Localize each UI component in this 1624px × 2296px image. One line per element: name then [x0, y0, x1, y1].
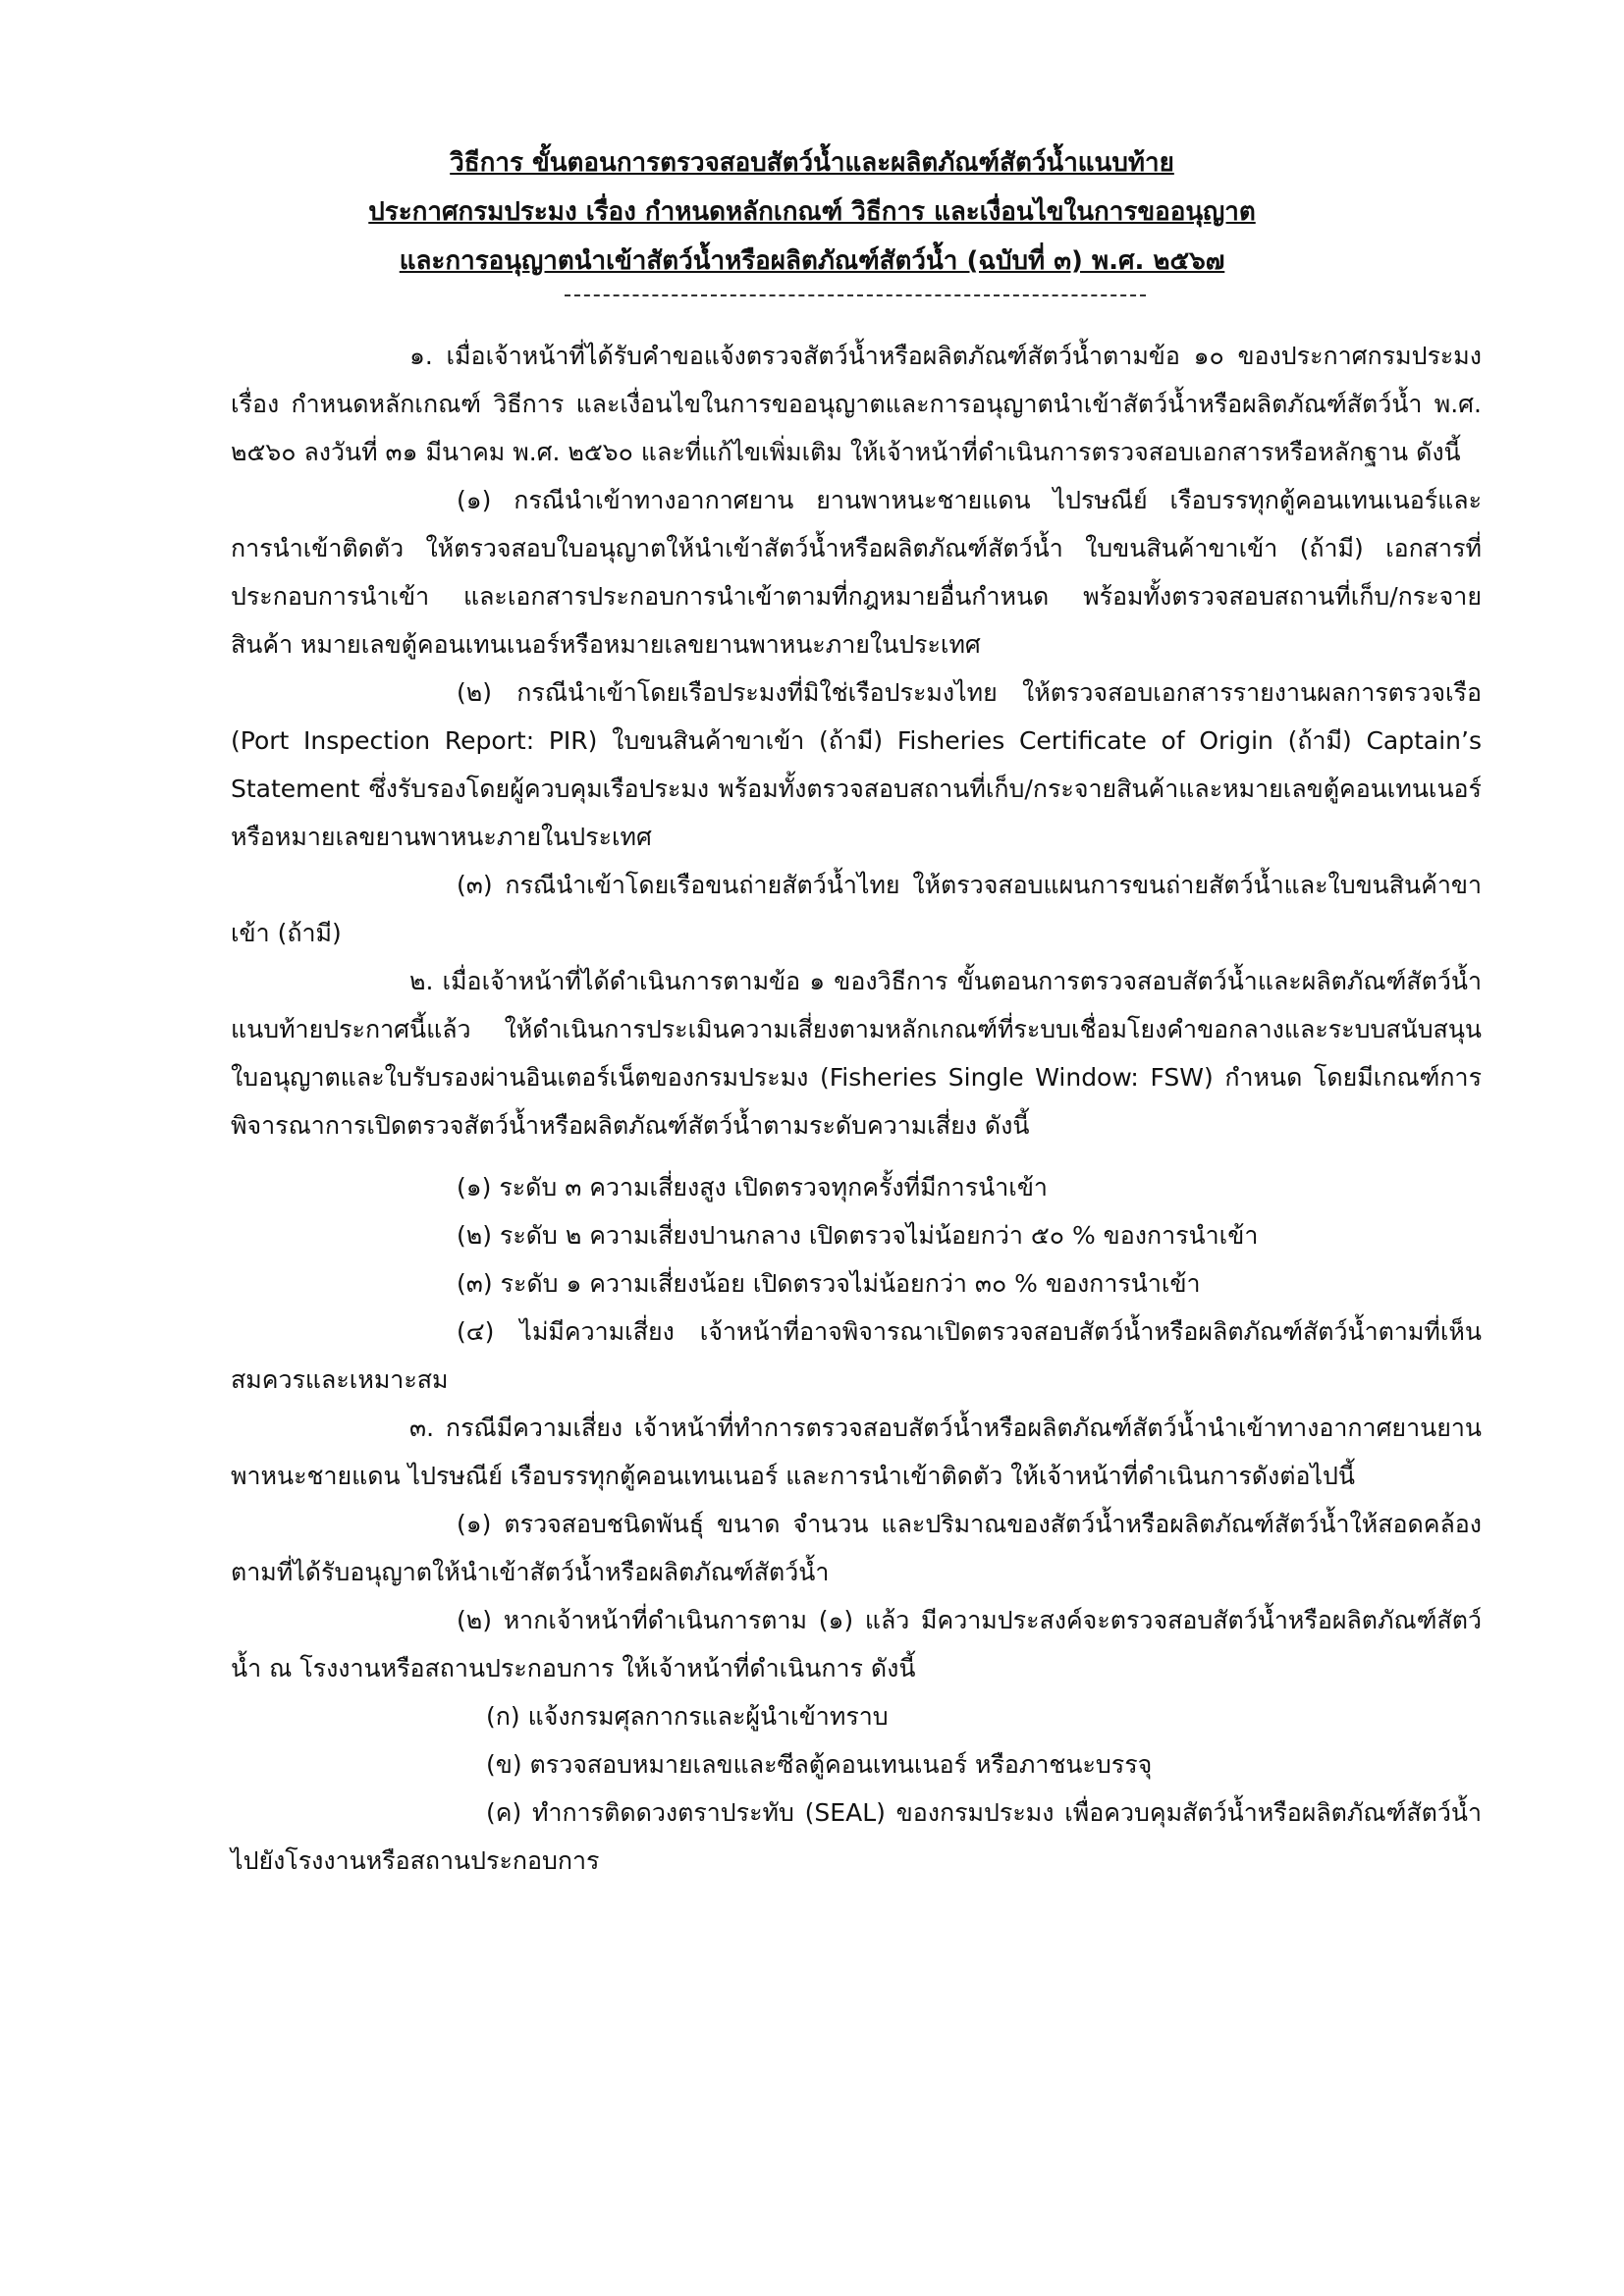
section-3-item-2-sub-a: (ก) แจ้งกรมศุลกากรและผู้นำเข้าทราบ [486, 1702, 889, 1731]
risk-level-1-item: (๓) ระดับ ๑ ความเสี่ยงน้อย เปิดตรวจไม่น้อยกว่า ๓๐ % ของการนำเข้า [457, 1269, 1201, 1298]
section-3-item-2-sub-b: (ข) ตรวจสอบหมายเลขและซีลตู้คอนเทนเนอร์ หรือภาชนะบรรจุ [486, 1750, 1153, 1779]
section-3-paragraph: ๓. กรณีมีความเสี่ยง เจ้าหน้าที่ทำการตรวจสอบสัตว์น้ำหรือผลิตภัณฑ์สัตว์น้ำนำเข้าทางอากาศยานยานพาหนะชายแดน ไปรษณีย์ เรือบรรทุกตู้คอนเทนเนอร์ และการนำเข้าติดตัว ให้เจ้าหน้าที่ดำเนินการดังต่อไปนี้ [231, 1414, 1482, 1490]
section-1-paragraph: ๑. เมื่อเจ้าหน้าที่ได้รับคำขอแจ้งตรวจสัตว์น้ำหรือผลิตภัณฑ์สัตว์น้ำตามข้อ ๑๐ ของประกาศกรมประมง เรื่อง กำหนดหลักเกณฑ์ วิธีการ และเงื่อนไขในการขออนุญาตและการอนุญาตนำเข้าสัตว์น้ำหรือผลิตภัณฑ์สัตว์น้ำ พ.ศ. ๒๕๖๐ ลงวันที่ ๓๑ มีนาคม พ.ศ. ๒๕๖๐ และที่แก้ไขเพิ่มเติม ให้เจ้าหน้าที่ดำเนินการตรวจสอบเอกสารหรือหลักฐาน ดังนี้ [231, 342, 1482, 466]
document-title-line-1: วิธีการ ขั้นตอนการตรวจสอบสัตว์น้ำและผลิตภัณฑ์สัตว์น้ำแนบท้าย [450, 148, 1174, 178]
no-risk-item: (๔) ไม่มีความเสี่ยง เจ้าหน้าที่อาจพิจารณาเปิดตรวจสอบสัตว์น้ำหรือผลิตภัณฑ์สัตว์น้ำตามที่เห็นสมควรและเหมาะสม [231, 1317, 1482, 1394]
section-1-item-2: (๒) กรณีนำเข้าโดยเรือประมงที่มิใช่เรือประมงไทย ให้ตรวจสอบเอกสารรายงานผลการตรวจเรือ (Port Inspection Report: PIR) ใบขนสินค้าขาเข้า (ถ้ามี) Fisheries Certificate of Origin (ถ้ามี) Captain’s Statement ซึ่งรับรองโดยผู้ควบคุมเรือประมง พร้อมทั้งตรวจสอบสถานที่เก็บ/กระจายสินค้าและหมายเลขตู้คอนเทนเนอร์หรือหมายเลขยานพาหนะภายในประเทศ [231, 678, 1482, 851]
document-title-line-2: ประกาศกรมประมง เรื่อง กำหนดหลักเกณฑ์ วิธีการ และเงื่อนไขในการขออนุญาต [368, 197, 1256, 227]
document-body [231, 332, 1482, 1885]
section-3-item-2: (๒) หากเจ้าหน้าที่ดำเนินการตาม (๑) แล้ว มีความประสงค์จะตรวจสอบสัตว์น้ำหรือผลิตภัณฑ์สัตว์น้ำ ณ โรงงานหรือสถานประกอบการ ให้เจ้าหน้าที่ดำเนินการ ดังนี้ [231, 1606, 1482, 1682]
section-3-item-1: (๑) ตรวจสอบชนิดพันธุ์ ขนาด จำนวน และปริมาณของสัตว์น้ำหรือผลิตภัณฑ์สัตว์น้ำให้สอดคล้องตามที่ได้รับอนุญาตให้นำเข้าสัตว์น้ำหรือผลิตภัณฑ์สัตว์น้ำ [231, 1510, 1482, 1586]
section-1-item-3: (๓) กรณีนำเข้าโดยเรือขนถ่ายสัตว์น้ำไทย ให้ตรวจสอบแผนการขนถ่ายสัตว์น้ำและใบขนสินค้าขาเข้า (ถ้ามี) [231, 871, 1482, 947]
section-2-paragraph: ๒. เมื่อเจ้าหน้าที่ได้ดำเนินการตามข้อ ๑ ของวิธีการ ขั้นตอนการตรวจสอบสัตว์น้ำและผลิตภัณฑ์สัตว์น้ำแนบท้ายประกาศนี้แล้ว ให้ดำเนินการประเมินความเสี่ยงตามหลักเกณฑ์ที่ระบบเชื่อมโยงคำขอกลางและระบบสนับสนุนใบอนุญาตและใบรับรองผ่านอินเตอร์เน็ตของกรมประมง (Fisheries Single Window: FSW) กำหนด โดยมีเกณฑ์การพิจารณาการเปิดตรวจสัตว์น้ำหรือผลิตภัณฑ์สัตว์น้ำตามระดับความเสี่ยง ดังนี้ [231, 967, 1482, 1140]
document-title-line-3: และการอนุญาตนำเข้าสัตว์น้ำหรือผลิตภัณฑ์สัตว์น้ำ (ฉบับที่ ๓) พ.ศ. ๒๕๖๗ [399, 246, 1225, 276]
title-divider [565, 294, 1146, 296]
section-3-item-2-sub-c: (ค) ทำการติดดวงตราประทับ (SEAL) ของกรมประมง เพื่อควบคุมสัตว์น้ำหรือผลิตภัณฑ์สัตว์น้ำไปยังโรงงานหรือสถานประกอบการ [231, 1798, 1482, 1875]
risk-level-3-item: (๑) ระดับ ๓ ความเสี่ยงสูง เปิดตรวจทุกครั้งที่มีการนำเข้า [457, 1173, 1048, 1201]
risk-level-2-item: (๒) ระดับ ๒ ความเสี่ยงปานกลาง เปิดตรวจไม่น้อยกว่า ๕๐ % ของการนำเข้า [457, 1221, 1259, 1250]
section-1-item-1: (๑) กรณีนำเข้าทางอากาศยาน ยานพาหนะชายแดน ไปรษณีย์ เรือบรรทุกตู้คอนเทนเนอร์และการนำเข้าติดตัว ให้ตรวจสอบใบอนุญาตให้นำเข้าสัตว์น้ำหรือผลิตภัณฑ์สัตว์น้ำ ใบขนสินค้าขาเข้า (ถ้ามี) เอกสารที่ประกอบการนำเข้า และเอกสารประกอบการนำเข้าตามที่กฎหมายอื่นกำหนด พร้อมทั้งตรวจสอบสถานที่เก็บ/กระจายสินค้า หมายเลขตู้คอนเทนเนอร์หรือหมายเลขยานพาหนะภายในประเทศ [231, 486, 1482, 659]
